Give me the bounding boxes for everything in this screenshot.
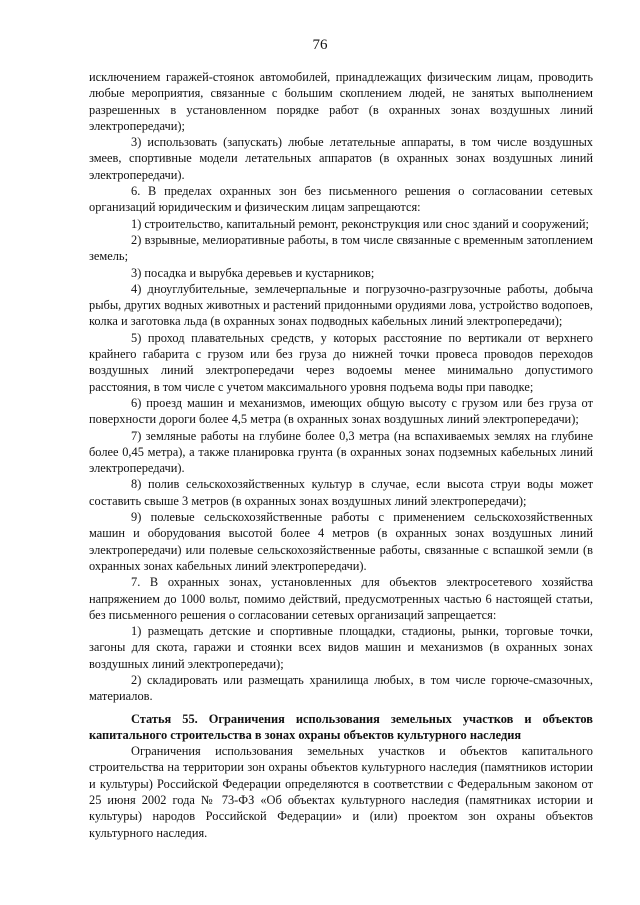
article-55-body: Ограничения использования земельных участков и объектов капитального строительства на территории зон охраны объектов культурного наследия (памятников истории и культуры) Российской Федерации определяются в соответствии с Федеральным законом от 25 июня 2002 года № 73-ФЗ «Об объектах культурного наследия (памятниках истории и культуры) народов Российской Федерации» и (или) проектом зон охраны объектов культурного наследия. (89, 744, 593, 840)
paragraph-item-9-field-works: 9) полевые сельскохозяйственные работы с применением сельскохозяйственных машин и оборудования высотой более 4 метров (в охранных зонах воздушных линий электропередачи) или полевые сельскохозяйственные работы, связанные с вспашкой земли (в охранных зонах кабельных линий электропередачи). (89, 510, 593, 573)
paragraph-item-1-construction: 1) строительство, капитальный ремонт, реконструкция или снос зданий и сооружений; (131, 216, 589, 231)
paragraph-item-7-earthworks: 7) земляные работы на глубине более 0,3 метра (на вспахиваемых землях на глубине более 0,45 метра), а также планировка грунта (в охранных зонах подземных кабельных линий электропередачи). (89, 428, 593, 476)
page-number: 76 (312, 37, 328, 53)
paragraph-item-2-blasting: 2) взрывные, мелиоративные работы, в том числе связанные с временным затоплением земель; (89, 232, 593, 264)
paragraph-continuation: исключением гаражей-стоянок автомобилей, принадлежащих физическим лицам, проводить любые мероприятия, связанные с большим скоплением людей, не занятых выполнением разрешенных в установленном порядке работ (в охранных зонах воздушных линий электропередачи); (89, 70, 593, 133)
paragraph-item-1-playgrounds: 1) размещать детские и спортивные площадки, стадионы, рынки, торговые точки, загоны для скота, гаражи и стоянки всех видов машин и механизмов (в охранных зонах воздушных линий электропередачи); (89, 624, 593, 671)
paragraph-clause-7: 7. В охранных зонах, установленных для объектов электросетевого хозяйства напряжением до 1000 вольт, помимо действий, предусмотренных частью 6 настоящей статьи, без письменного решения о согласовании сетевых организаций запрещается: (89, 575, 593, 622)
paragraph-clause-6: 6. В пределах охранных зон без письменного решения о согласовании сетевых организаций юридическим и физическим лицам запрещаются: (89, 184, 593, 215)
paragraph-item-3-planting: 3) посадка и вырубка деревьев и кустарников; (131, 265, 375, 280)
paragraph-item-3-aircraft: 3) использовать (запускать) любые летательные аппараты, в том числе воздушных змеев, спортивные модели летательных аппаратов (в охранных зонах воздушных линий электропередачи). (89, 135, 593, 182)
paragraph-item-2-storage: 2) складировать или размещать хранилища любых, в том числе горюче-смазочных, материалов. (89, 672, 593, 704)
article-55-heading: Статья 55. Ограничения использования земельных участков и объектов капитального строительства в зонах охраны объектов культурного наследия (89, 711, 593, 742)
document-body (89, 69, 593, 841)
paragraph-item-4-dredging: 4) дноуглубительные, землечерпальные и погрузочно-разгрузочные работы, добыча рыбы, других водных животных и растений придонными орудиями лова, устройство водопоев, колка и заготовка льда (в охранных зонах подводных кабельных линий электропередачи); (89, 281, 593, 329)
paragraph-item-6-vehicles: 6) проезд машин и механизмов, имеющих общую высоту с грузом или без груза от поверхности дороги более 4,5 метра (в охранных зонах воздушных линий электропередачи); (89, 395, 593, 427)
paragraph-item-8-irrigation: 8) полив сельскохозяйственных культур в случае, если высота струи воды может составить свыше 3 метров (в охранных зонах воздушных линий электропередачи); (89, 477, 593, 508)
paragraph-item-5-vessels: 5) проход плавательных средств, у которых расстояние по вертикали от верхнего крайнего габарита с грузом или без груза до нижней точки провеса проводов переходов воздушных линий электропередачи через водоемы менее минимально допустимого расстояния, в том числе с учетом максимального уровня подъема воды при паводке; (89, 330, 593, 394)
